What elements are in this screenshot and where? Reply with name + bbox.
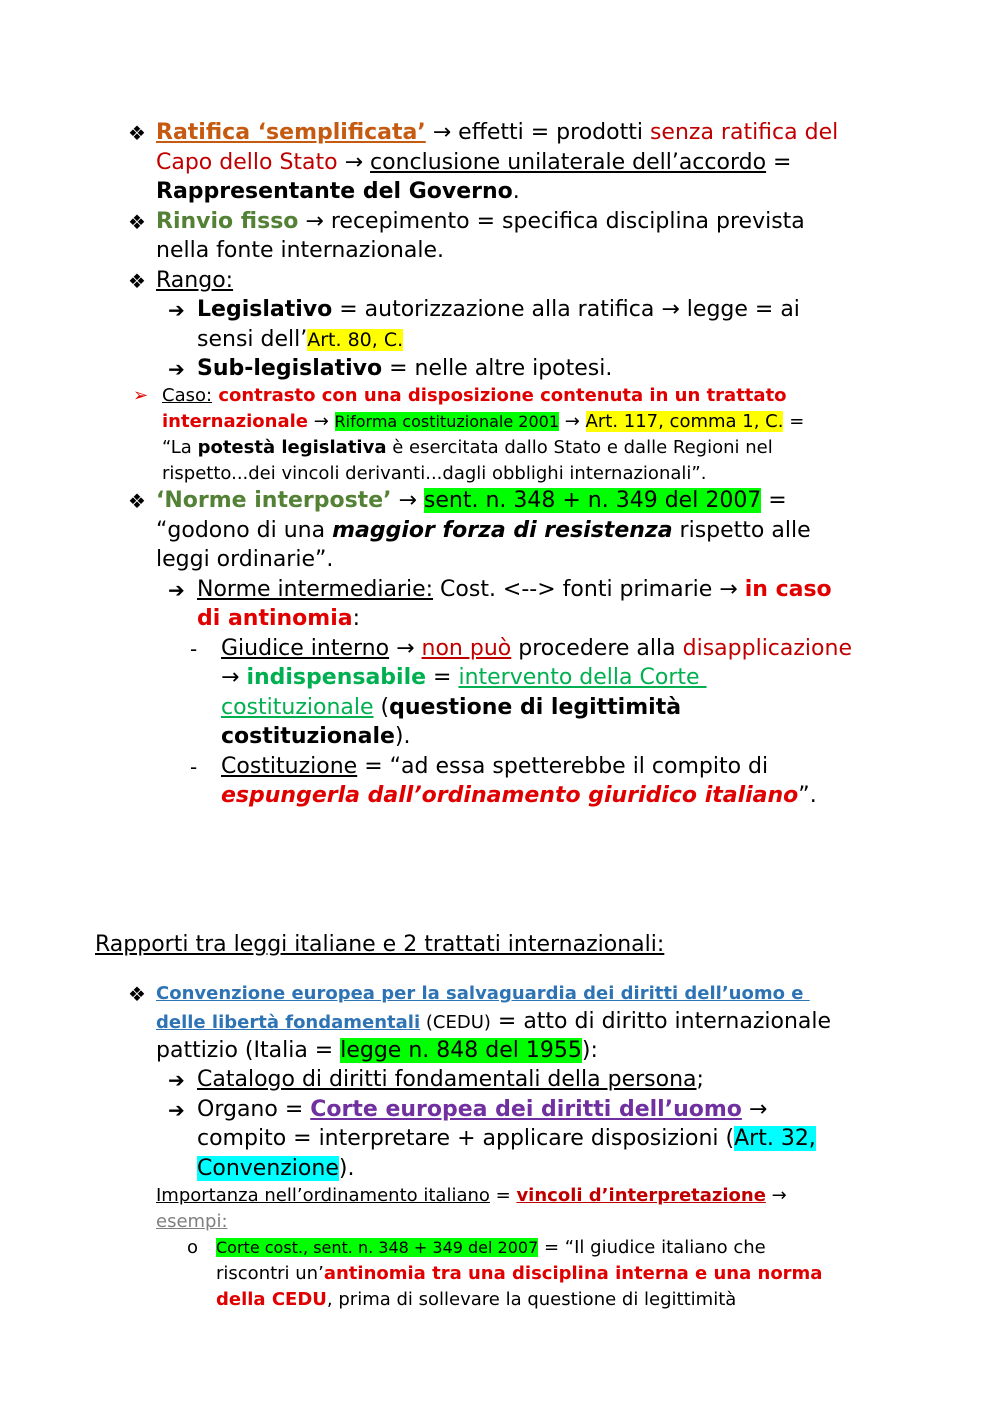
text-line xyxy=(156,207,805,237)
text: sensi dell’ xyxy=(197,327,308,352)
text-line xyxy=(197,295,800,325)
text: → xyxy=(559,411,586,432)
section-heading: Rapporti tra leggi italiane e 2 trattati internazionali: xyxy=(95,932,665,957)
text-line xyxy=(197,604,360,634)
text: questione di legittimità xyxy=(389,695,682,720)
dash-bullet-icon: - xyxy=(190,755,198,779)
circle-bullet-icon: o xyxy=(187,1237,199,1258)
text: . xyxy=(512,179,520,204)
text-line xyxy=(162,383,787,409)
text: indispensabile xyxy=(246,665,427,690)
text: = xyxy=(761,488,787,513)
text: internazionale xyxy=(162,411,308,432)
text-line xyxy=(156,148,791,178)
text: conclusione unilaterale dell’accordo xyxy=(370,150,767,175)
text: antinomia tra una disciplina interna e una norma xyxy=(323,1263,823,1284)
text: = nelle altre ipotesi. xyxy=(382,356,613,381)
text: procedere alla xyxy=(511,636,683,661)
text: : xyxy=(352,606,361,631)
text: → xyxy=(765,1185,787,1206)
text-line xyxy=(156,486,787,516)
text-line: nella fonte internazionale. xyxy=(156,238,444,263)
text: costituzionale xyxy=(221,724,395,749)
text-line: Rango: xyxy=(156,268,234,293)
text: Corte europea dei diritti dell’uomo xyxy=(310,1097,742,1122)
text: “godono di una xyxy=(156,518,333,543)
arrow-bullet-icon: ➔ xyxy=(168,578,185,602)
dash-bullet-icon: - xyxy=(190,637,198,661)
text-line xyxy=(156,1036,598,1066)
highlight: sent. n. 348 + n. 349 del 2007 xyxy=(423,488,762,513)
text: , prima di sollevare la questione di legittimità xyxy=(326,1289,737,1310)
text: ; xyxy=(696,1067,704,1092)
text: è esercitata dallo Stato e dalle Regioni nel xyxy=(386,437,773,458)
text: → xyxy=(389,636,422,661)
text: → xyxy=(337,150,371,175)
text: = xyxy=(489,1185,517,1206)
text: pattizio (Italia = xyxy=(156,1038,341,1063)
text: → effetti = prodotti xyxy=(425,120,650,145)
text-line xyxy=(197,1154,354,1184)
highlight: Corte cost., sent. n. 348 + 349 del 2007 xyxy=(216,1238,539,1257)
text: Convenzione europea per la salvaguardia dei diritti dell’uomo e xyxy=(156,983,810,1004)
text: maggior forza di resistenza xyxy=(332,518,673,543)
arrow-bullet-icon: ➔ xyxy=(168,1068,185,1092)
text: = autorizzazione alla ratifica → legge = ai xyxy=(332,297,800,322)
text-line xyxy=(221,752,768,782)
text: compito = interpretare + applicare disposizioni ( xyxy=(197,1126,735,1151)
text-line xyxy=(221,722,411,752)
arrowhead-bullet-icon: ➢ xyxy=(133,385,149,406)
text-line: esempi: xyxy=(156,1211,228,1232)
text-line xyxy=(197,1095,767,1125)
text: intervento della Corte xyxy=(458,665,707,690)
term: Sub-legislativo xyxy=(197,356,383,381)
text: “La xyxy=(162,437,198,458)
text: Cost. <--> fonti primarie → xyxy=(433,577,745,602)
text: → xyxy=(221,665,247,690)
text-line xyxy=(156,516,811,546)
text: ( xyxy=(373,695,390,720)
diamond-bullet-icon: ❖ xyxy=(128,269,146,293)
text: Importanza nell’ordinamento italiano xyxy=(156,1185,490,1206)
diamond-bullet-icon: ❖ xyxy=(128,210,146,234)
text-line xyxy=(162,409,804,435)
term: Legislativo xyxy=(197,297,333,322)
arrow-bullet-icon: ➔ xyxy=(168,298,185,322)
text: rispetto alle xyxy=(672,518,811,543)
arrow-bullet-icon: ➔ xyxy=(168,1098,185,1122)
text-line: leggi ordinarie”. xyxy=(156,547,334,572)
text-line xyxy=(156,979,810,1009)
text: riscontri un’ xyxy=(216,1263,324,1284)
text: → xyxy=(741,1097,768,1122)
text: di antinomia xyxy=(197,606,353,631)
text: = xyxy=(783,411,805,432)
text-line xyxy=(221,781,817,811)
text: → recepimento = specifica disciplina prevista xyxy=(298,209,805,234)
text-line xyxy=(197,575,832,605)
text: Organo = xyxy=(197,1097,311,1122)
highlight: Riforma costituzionale 2001 xyxy=(334,412,560,431)
text-line xyxy=(216,1261,822,1287)
text: della CEDU xyxy=(216,1289,327,1310)
text: ”. xyxy=(798,783,817,808)
text-line xyxy=(197,354,612,384)
term: Ratifica ‘semplificata’ xyxy=(156,120,426,145)
text-line xyxy=(197,1124,816,1154)
text-line xyxy=(216,1235,766,1261)
text-line xyxy=(221,693,681,723)
text: potestà legislativa xyxy=(197,437,387,458)
text: ). xyxy=(338,1156,355,1181)
text-line xyxy=(156,118,838,148)
text: Costituzione xyxy=(221,754,358,779)
text: ). xyxy=(394,724,411,749)
text-line xyxy=(156,177,520,207)
text: costituzionale xyxy=(221,695,374,720)
term: ‘Norme interposte’ xyxy=(156,488,392,513)
text: Giudice interno xyxy=(221,636,390,661)
text: delle libertà fondamentali xyxy=(156,1012,421,1033)
text-line xyxy=(221,663,707,693)
text: = xyxy=(426,665,459,690)
diamond-bullet-icon: ❖ xyxy=(128,489,146,513)
text: disapplicazione xyxy=(682,636,852,661)
text: in caso xyxy=(744,577,832,602)
text-line xyxy=(216,1287,736,1313)
diamond-bullet-icon: ❖ xyxy=(128,982,146,1006)
text: Norme intermediarie: xyxy=(197,577,434,602)
text-line xyxy=(197,325,403,355)
text: Capo dello Stato xyxy=(156,150,338,175)
text: → xyxy=(391,488,424,513)
text: non può xyxy=(421,636,512,661)
text: = “Il giudice italiano che xyxy=(538,1237,766,1258)
text: espungerla dall’ordinamento giuridico italiano xyxy=(221,783,799,808)
text: = atto di diritto internazionale xyxy=(490,1009,832,1034)
text: (CEDU) xyxy=(420,1012,491,1033)
text-line xyxy=(197,1065,704,1095)
diamond-bullet-icon: ❖ xyxy=(128,121,146,145)
term: Rinvio fisso xyxy=(156,209,299,234)
text: → xyxy=(308,411,335,432)
text: = xyxy=(766,150,792,175)
highlight: Art. 32, xyxy=(734,1126,816,1151)
text-line xyxy=(162,435,773,461)
text: senza ratifica del xyxy=(649,120,839,145)
text-line xyxy=(156,1183,787,1209)
highlight: Art. 117, comma 1, C. xyxy=(585,411,784,432)
text-line xyxy=(221,634,852,664)
text: ): xyxy=(581,1038,598,1063)
text: contrasto con una disposizione contenuta in un trattato xyxy=(212,385,787,406)
text: Rappresentante del Governo xyxy=(156,179,513,204)
text: Catalogo di diritti fondamentali della persona xyxy=(197,1067,697,1092)
arrow-bullet-icon: ➔ xyxy=(168,357,185,381)
text: Caso: xyxy=(162,385,213,406)
text-line xyxy=(156,1007,831,1038)
text: = “ad essa spetterebbe il compito di xyxy=(357,754,769,779)
highlight: Art. 80, C. xyxy=(307,329,404,351)
highlight: legge n. 848 del 1955 xyxy=(340,1038,582,1063)
text: vincoli d’interpretazione xyxy=(516,1185,766,1206)
text-line: rispetto...dei vincoli derivanti...dagli obblighi internazionali”. xyxy=(162,463,707,484)
highlight: Convenzione xyxy=(197,1156,339,1181)
